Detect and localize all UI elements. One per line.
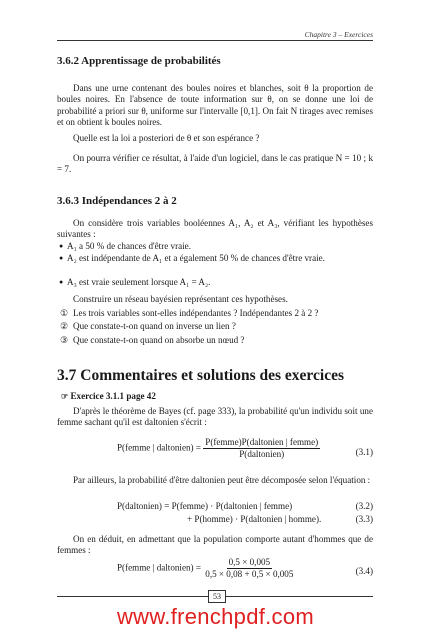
question-item [60, 308, 373, 319]
question-item [60, 335, 373, 346]
equation-3-4 [117, 557, 295, 580]
list-item [59, 253, 373, 264]
equation-lhs: P(femme | daltonien) = [117, 442, 201, 453]
equation-number: (3.4) [355, 566, 373, 576]
list-item-text: A₂ est indépendante de A₁ et a également 50 % de chances d'être vraie. [67, 253, 325, 263]
exercise-heading [61, 391, 156, 401]
paragraph: On pourra vérifier ce résultat, à l'aide d'un logiciel, dans le cas pratique N = 10 ; k = 7. [57, 153, 373, 175]
bullet-icon: ● [59, 278, 64, 286]
question-item [60, 321, 373, 332]
paragraph: Construire un réseau bayésien représentant ces hypothèses. [73, 294, 288, 304]
equation-3-2: P(daltonien) = P(femme) · P(daltonien | femme) [117, 501, 293, 511]
header-rule [57, 40, 373, 41]
running-header: Chapitre 3 – Exercices [304, 30, 373, 39]
equation-lhs: P(femme | daltonien) = [117, 562, 201, 573]
list-item [59, 277, 373, 288]
numerator: 0,5 × 0,005 [228, 557, 271, 567]
circled-number: ③ [60, 335, 69, 345]
question-text: Les trois variables sont-elles indépendantes ? Indépendantes 2 à 2 ? [73, 308, 319, 318]
paragraph: On considère trois variables booléennes A₁, A₂ et A₃, vérifiant les hypothèses suivantes : [57, 218, 373, 240]
list-item [59, 241, 373, 252]
page-number: 53 [208, 590, 226, 603]
pointing-hand-icon: ☞ [61, 392, 69, 401]
equation-3-3: + P(homme) · P(daltonien | homme). [187, 514, 322, 524]
circled-number: ① [60, 308, 69, 318]
section-3-6-2-title: 3.6.2 Apprentissage de probabilités [57, 55, 221, 67]
numerator: P(femme)P(daltonien | femme) [205, 437, 319, 447]
paragraph: Quelle est la loi a posteriori de θ et son espérance ? [73, 133, 260, 143]
question-text: Que constate-t-on quand on inverse un lien ? [73, 321, 236, 331]
question-text: Que constate-t-on quand on absorbe un nœud ? [73, 335, 245, 345]
list-item-text: A₁ a 50 % de chances d'être vraie. [67, 241, 191, 251]
paragraph: Dans une urne contenant des boules noires et blanches, soit θ la proportion de boules noires. En l'absence de toute information sur θ, on se donne une loi de probabilité a priori sur θ, uniforme sur l'intervalle [0,1]. On fait N tirages avec remises et on obtient k boules noires. [57, 83, 373, 128]
list-item-text: A₃ est vraie seulement lorsque A₁ = A₂. [67, 277, 211, 287]
paragraph: D'après le théorème de Bayes (cf. page 333), la probabilité qu'un individu soit une femme sachant qu'il est daltonien s'écrit : [57, 406, 373, 428]
bullet-icon: ● [59, 242, 64, 250]
paragraph: Par ailleurs, la probabilité d'être daltonien peut être décomposée selon l'équation : [73, 475, 371, 485]
exercise-ref: Exercice 3.1.1 page 42 [70, 391, 156, 401]
fraction [203, 557, 295, 580]
denominator: 0,5 × 0,08 + 0,5 × 0,005 [205, 569, 294, 579]
equation-number: (3.2) [355, 501, 373, 511]
fraction [203, 437, 320, 460]
denominator: P(daltonien) [239, 449, 285, 459]
paragraph: On en déduit, en admettant que la population comporte autant d'hommes que de femmes : [57, 534, 373, 556]
section-3-6-3-title: 3.6.3 Indépendances 2 à 2 [57, 195, 177, 207]
section-3-7-title: 3.7 Commentaires et solutions des exercices [57, 367, 344, 384]
equation-3-1 [117, 437, 320, 460]
watermark: www.frenchpdf.com [116, 604, 315, 629]
circled-number: ② [60, 321, 69, 331]
equation-number: (3.1) [355, 447, 373, 457]
bullet-icon: ● [59, 254, 64, 262]
equation-number: (3.3) [355, 514, 373, 524]
